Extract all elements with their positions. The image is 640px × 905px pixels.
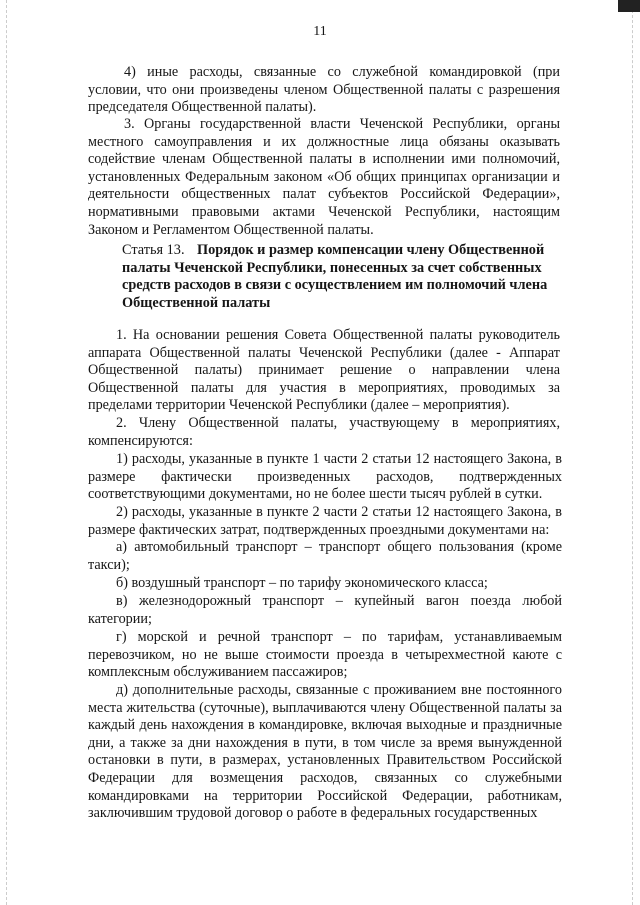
body-paragraph-4: 2) расходы, указанные в пункте 2 части 2 статьи 12 настоящего Закона, в размере фактических затрат, подтвержденных проездными документами на: [88,504,562,538]
scan-left-edge [6,0,8,905]
scan-corner-mark [618,0,640,12]
body-paragraph-9: д) дополнительные расходы, связанные с проживанием вне постоянного места жительства (суточные), выплачиваются члену Общественной палаты за каждый день нахождения в командировке, включая выходные и праздничные дни, а также за дни нахождения в пути, в том числе за время вынужденной остановки в пути, в размерах, установленных Правительством Российской Федерации для возмещения расходов, связанных со служебными командировками на территории Российской Федерации, работникам, заключившим трудовой договор о работе в федеральных государственных [88,682,562,822]
body-paragraph-7: в) железнодорожный транспорт – купейный вагон поезда любой категории; [88,593,562,627]
article-heading [122,242,562,312]
body-paragraph-1: 1. На основании решения Совета Общественной палаты руководитель аппарата Общественной палаты Чеченской Республики (далее - Аппарат Общественной палаты) принимает решение о направлении члена Общественной палаты для участия в мероприятиях, проводимых за пределами территории Чеченской Республики (далее – мероприятия). [88,327,560,414]
article-label: Статья 13. [122,242,185,258]
paragraph-item-4: 4) иные расходы, связанные со служебной командировкой (при условии, что они произведены членом Общественной палаты с разрешения председателя Общественной палаты). [88,64,560,116]
body-paragraph-8: г) морской и речной транспорт – по тарифам, устанавливаемым перевозчиком, но не выше стоимости проезда в четырехместной каюте с комплексным обслуживанием пассажиров; [88,629,562,681]
body-paragraph-5: а) автомобильный транспорт – транспорт общего пользования (кроме такси); [88,539,562,573]
body-paragraph-2: 2. Члену Общественной палаты, участвующему в мероприятиях, компенсируются: [88,415,560,449]
paragraph-part-3: 3. Органы государственной власти Чеченской Республики, органы местного самоуправления и их должностные лица обязаны оказывать содействие членам Общественной палаты в исполнении ими полномочий, установленных Федеральным законом «Об общих принципах организации и деятельности общественных палат субъектов Российской Федерации», нормативными правовыми актами Чеченской Республики, настоящим Законом и Регламентом Общественной палаты. [88,116,560,238]
page-number: 11 [313,24,327,39]
scan-right-edge [632,0,634,905]
body-paragraph-6: б) воздушный транспорт – по тарифу экономического класса; [116,575,488,591]
article-title: Порядок и размер компенсации члену Общественной палаты Чеченской Республики, понесенных за счет собственных средств расходов в связи с осуществлением им полномочий члена Общественной палаты [122,242,548,311]
body-paragraph-3: 1) расходы, указанные в пункте 1 части 2 статьи 12 настоящего Закона, в размере фактически произведенных расходов, подтвержденных соответствующими документами, но не более шести тысяч рублей в сутки. [88,451,562,503]
